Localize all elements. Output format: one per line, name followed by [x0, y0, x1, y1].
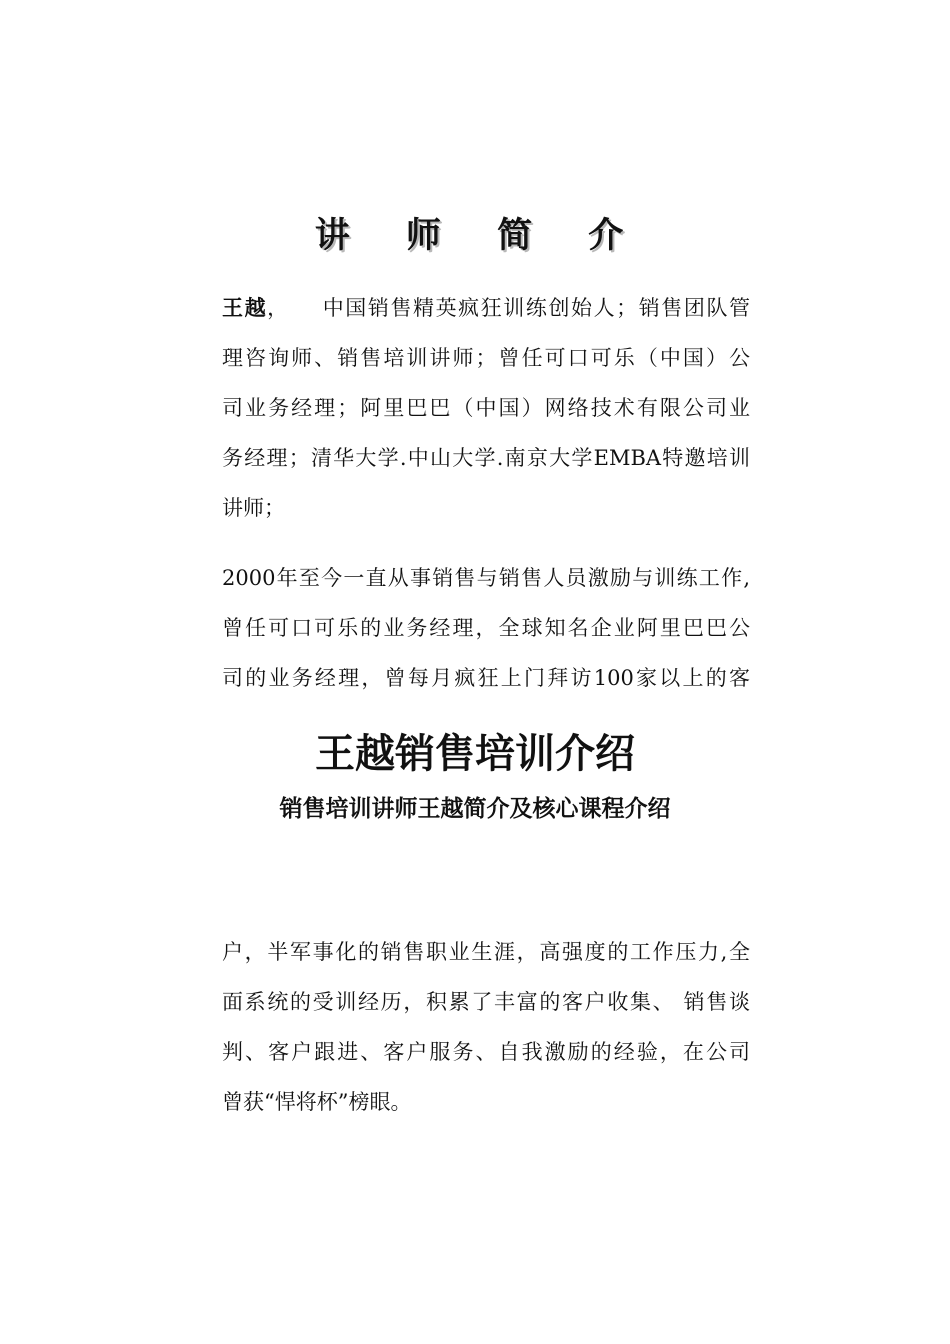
intro-line: 讲师； — [222, 496, 285, 520]
section-subheading: 销售培训讲师王越简介及核心课程介绍 — [279, 796, 671, 822]
continuation-line: 户，半军事化的销售职业生涯，高强度的工作压力,全 — [222, 940, 750, 964]
intro-line-text: 中国销售精英疯狂训练创始人；销售团队管 — [289, 296, 751, 320]
experience-paragraph — [222, 553, 750, 703]
page-title: 讲 师 简 介 — [314, 216, 646, 256]
instructor-name: 王越 — [222, 296, 268, 320]
intro-line — [222, 283, 750, 333]
continuation-paragraph — [222, 927, 750, 1127]
experience-line: 司的业务经理，曾每月疯狂上门拜访100家以上的客 — [222, 666, 750, 690]
experience-line: 2000年至今一直从事销售与销售人员激励与训练工作, — [222, 566, 750, 590]
intro-line: 理咨询师、销售培训讲师；曾任可口可乐（中国）公 — [222, 346, 750, 370]
continuation-line: 曾获“悍将杯”榜眼。 — [222, 1090, 412, 1114]
intro-line: 务经理；清华大学.中山大学.南京大学EMBA特邀培训 — [222, 446, 750, 470]
intro-line: 司业务经理；阿里巴巴（中国）网络技术有限公司业 — [222, 396, 750, 420]
intro-paragraph — [222, 283, 750, 533]
continuation-line: 面系统的受训经历，积累了丰富的客户收集、 销售谈 — [222, 990, 750, 1014]
continuation-line: 判、客户跟进、客户服务、自我激励的经验，在公司 — [222, 1040, 750, 1064]
experience-line: 曾任可口可乐的业务经理，全球知名企业阿里巴巴公 — [222, 616, 750, 640]
name-separator: ， — [267, 296, 290, 320]
section-heading: 王越销售培训介绍 — [315, 731, 635, 777]
